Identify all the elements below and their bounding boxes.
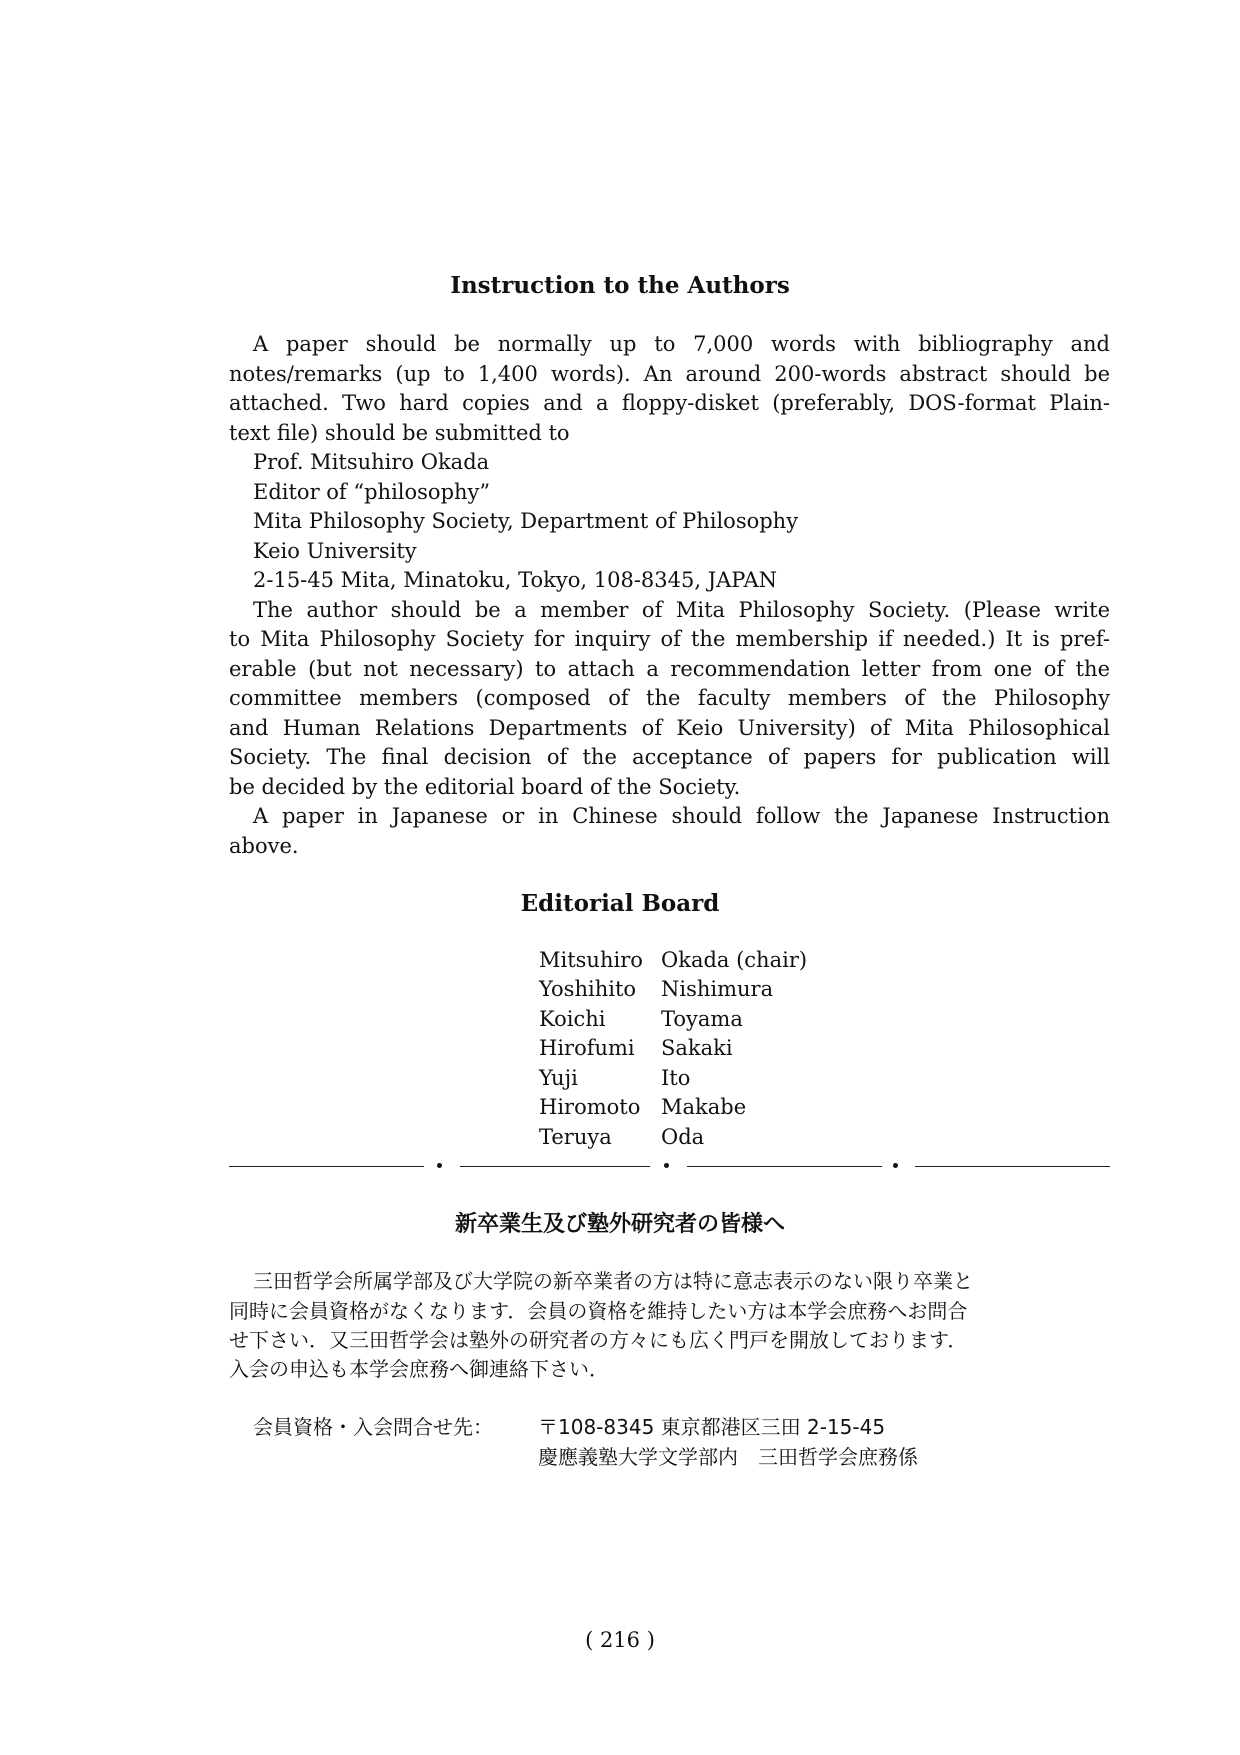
contact-label: 会員資格・入会問合せ先： <box>253 1415 493 1439</box>
japanese-line: 同時に会員資格がなくなります．会員の資格を維持したい方は本学会庶務へお問合 <box>229 1299 968 1323</box>
member-first-name: Yoshihito <box>539 977 637 1001</box>
member-first-name: Teruya <box>539 1125 612 1149</box>
para1-line: attached. Two hard copies and a floppy-disket (preferably, DOS-format Plain- <box>229 391 1110 415</box>
member-first-name: Hiromoto <box>539 1095 641 1119</box>
editorial-board-title: Editorial Board <box>520 890 720 917</box>
para2-line: be decided by the editorial board of the Society. <box>229 775 741 799</box>
member-first-name: Mitsuhiro <box>539 948 643 972</box>
member-first-name: Koichi <box>539 1007 606 1031</box>
member-last-name: Makabe <box>661 1095 747 1119</box>
para2-line: and Human Relations Departments of Keio University) of Mita Philosophical <box>229 716 1110 740</box>
instructions-title: Instruction to the Authors <box>450 272 790 299</box>
member-last-name: Oda <box>661 1125 705 1149</box>
japanese-line: 入会の申込も本学会庶務へ御連絡下さい． <box>229 1357 609 1381</box>
para2-line: The author should be a member of Mita Philosophy Society. (Please write <box>253 598 1110 622</box>
para2-line: to Mita Philosophy Society for inquiry of the membership if needed.) It is pref- <box>229 627 1110 651</box>
member-last-name: Toyama <box>661 1007 743 1031</box>
contact-office: 慶應義塾大学文学部内 三田哲学会庶務係 <box>538 1445 918 1469</box>
japanese-notice-title: 新卒業生及び塾外研究者の皆様へ <box>454 1212 785 1237</box>
para2-line: erable (but not necessary) to attach a recommendation letter from one of the <box>229 657 1110 681</box>
japanese-line: 三田哲学会所属学部及び大学院の新卒業者の方は特に意志表示のない限り卒業と <box>253 1269 973 1293</box>
member-last-name: Sakaki <box>661 1036 733 1060</box>
para1-line: text file) should be submitted to <box>229 421 570 445</box>
address-line: Keio University <box>253 539 417 563</box>
member-last-name: Okada (chair) <box>661 948 808 972</box>
address-line: Editor of “philosophy” <box>253 480 491 504</box>
member-first-name: Hirofumi <box>539 1036 635 1060</box>
member-last-name: Nishimura <box>661 977 774 1001</box>
para1-line: A paper should be normally up to 7,000 words with bibliography and <box>253 332 1110 356</box>
para2-line: Society. The final decision of the acceptance of papers for publication will <box>229 745 1110 769</box>
page-number: ( 216 ) <box>585 1628 655 1652</box>
para3-line: A paper in Japanese or in Chinese should follow the Japanese Instruction <box>253 804 1110 828</box>
member-first-name: Yuji <box>539 1066 578 1090</box>
japanese-line: せ下さい．又三田哲学会は塾外の研究者の方々にも広く門戸を開放しております． <box>229 1328 968 1352</box>
address-line: Prof. Mitsuhiro Okada <box>253 450 490 474</box>
contact-address: 〒108-8345 東京都港区三田 2-15-45 <box>538 1415 886 1439</box>
member-last-name: Ito <box>661 1066 691 1090</box>
address-line: Mita Philosophy Society, Department of Philosophy <box>253 509 799 533</box>
para2-line: committee members (composed of the faculty members of the Philosophy <box>229 686 1110 710</box>
para3-line: above. <box>229 834 299 858</box>
para1-line: notes/remarks (up to 1,400 words). An around 200-words abstract should be <box>229 362 1110 386</box>
address-line: 2-15-45 Mita, Minatoku, Tokyo, 108-8345, JAPAN <box>253 568 778 592</box>
